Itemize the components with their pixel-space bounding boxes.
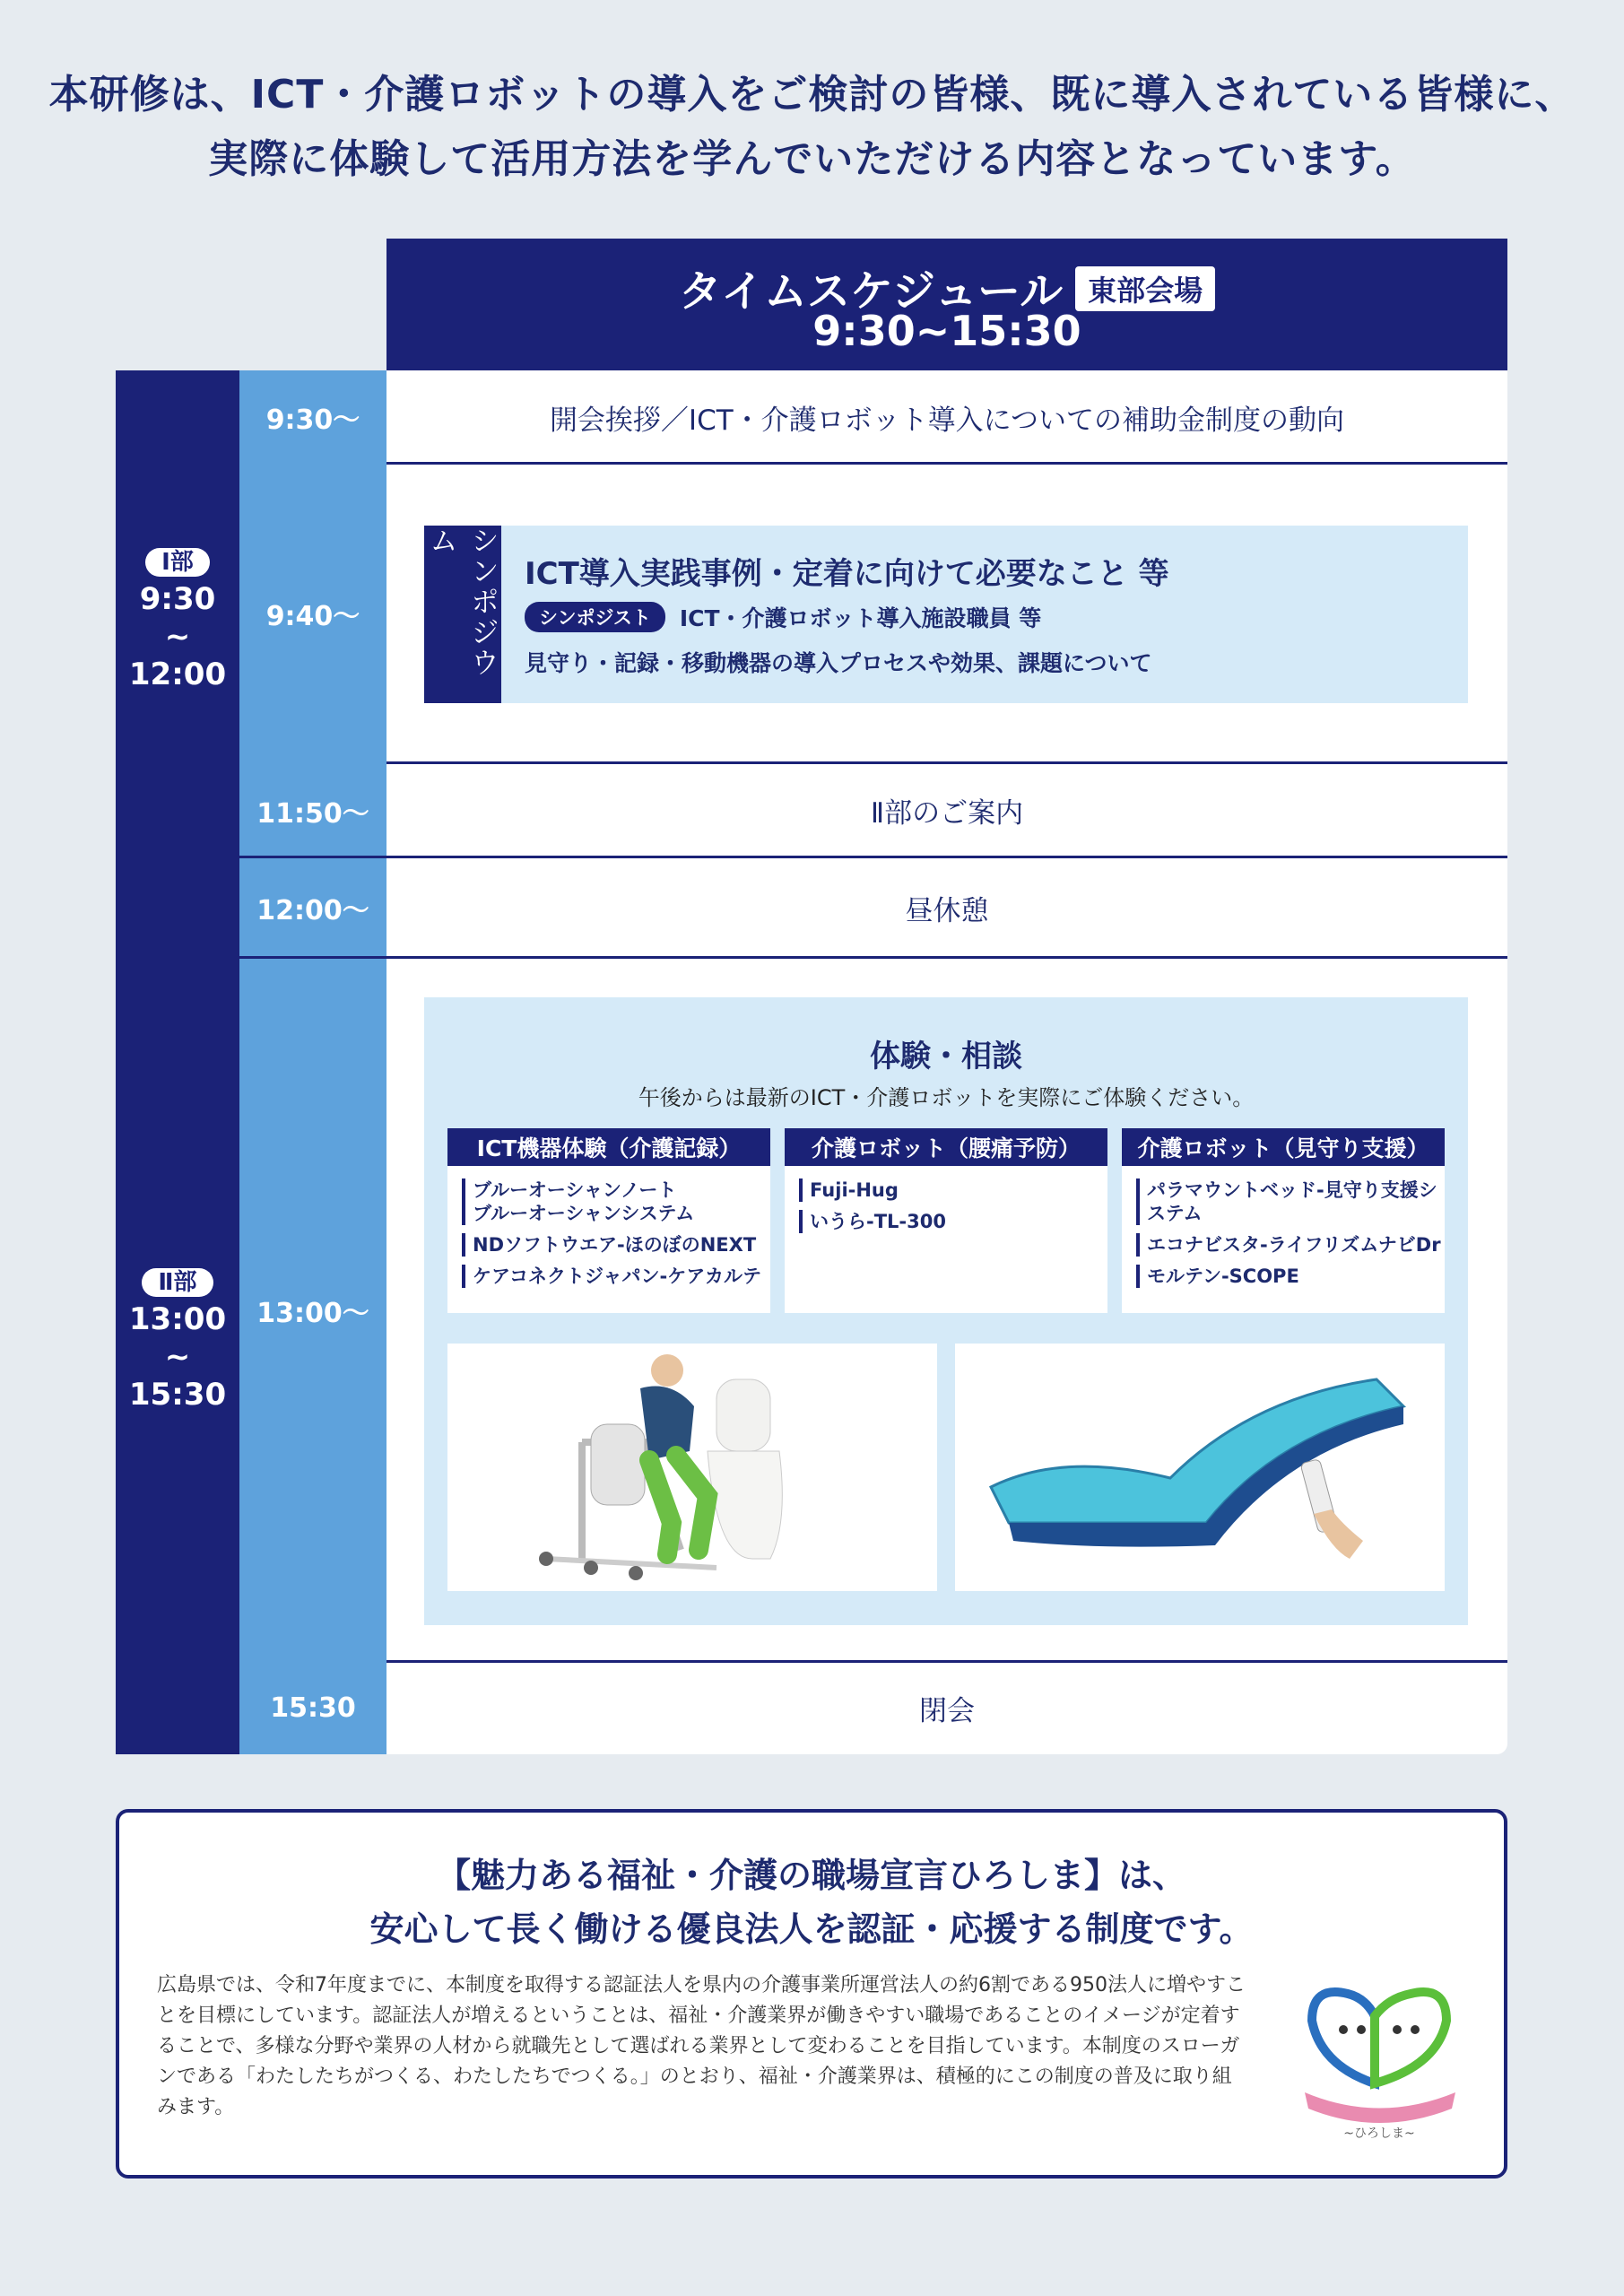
- schedule-header: [386, 239, 1507, 370]
- declaration-heading-2: 安心して長く働ける優良法人を認証・応援する制度です。: [369, 1909, 1254, 1949]
- declaration-logo: [1285, 1967, 1473, 2146]
- part-1-label: Ⅰ部: [145, 548, 210, 577]
- part-2-end: 15:30: [128, 1377, 227, 1413]
- column-header: ICT機器体験（介護記録）: [447, 1128, 770, 1166]
- divider: [116, 856, 1507, 858]
- symposium-tab: シンポジウム: [424, 526, 501, 703]
- schedule-title: タイムスケジュール: [678, 266, 1064, 317]
- time-schedule: [116, 239, 1507, 1754]
- part-2-label: Ⅱ部: [142, 1268, 213, 1297]
- divider: [116, 956, 1507, 959]
- part-2-start: 13:00: [128, 1301, 227, 1337]
- list-item: ケアコネクトジャパン-ケアカルテ: [462, 1265, 770, 1288]
- declaration-box: [116, 1809, 1507, 2179]
- experience-title: 体験・相談: [870, 1039, 1022, 1074]
- list-item: ブルーオーシャンノート ブルーオーシャンシステム: [462, 1178, 770, 1225]
- column-header: 介護ロボット（見守り支援）: [1122, 1128, 1445, 1166]
- schedule-item: 開会挨拶／ICT・介護ロボット導入についての補助金制度の動向: [386, 370, 1507, 464]
- list-item: いうら-TL-300: [799, 1210, 1107, 1233]
- time-slot: 9:40〜: [239, 464, 386, 763]
- divider: [386, 761, 1507, 764]
- divider: [386, 1660, 1507, 1663]
- experience-box: [424, 997, 1468, 1625]
- lunch-part-block: [116, 857, 239, 958]
- declaration-heading-1: 【魅力ある福祉・介護の職場宣言ひろしま】は、: [436, 1856, 1186, 1895]
- schedule-hours: 9:30~15:30: [812, 307, 1081, 355]
- time-slot: 9:30〜: [239, 370, 386, 464]
- list-item: モルテン-SCOPE: [1136, 1265, 1445, 1288]
- symposium-title: ICT導入実践事例・定着に向けて必要なこと 等: [525, 556, 1169, 592]
- part-2-block: [116, 958, 239, 1754]
- list-item: Fuji-Hug: [799, 1178, 1107, 1202]
- time-slot: 13:00〜: [239, 958, 386, 1662]
- list-item: NDソフトウエア-ほのぼのNEXT: [462, 1233, 770, 1257]
- part-1-start: 9:30: [139, 581, 216, 617]
- part-1-sep: ~: [164, 619, 191, 655]
- column-header: 介護ロボット（腰痛予防）: [785, 1128, 1107, 1166]
- symposium-desc: 見守り・記録・移動機器の導入プロセスや効果、課題について: [525, 650, 1152, 676]
- symposium-speakers: ICT・介護ロボット導入施設職員 等: [679, 605, 1042, 631]
- experience-column: [1122, 1128, 1445, 1313]
- declaration-body: 広島県では、令和7年度までに、本制度を取得する認証法人を県内の介護事業所運営法人の約6割である950法人に増やすことを目標にしています。認証法人が増えるということは、福祉・介護業界が働きやすい職場であることのイメージが定着することで、多様な分野や業界の人材から就職先として選ばれる業界として変わることを目指しています。本制度のスローガンである「わたしたちがつくる、わたしたちでつくる。」のとおり、福祉・介護業界は、積極的にこの制度の普及に取り組みます。: [157, 1974, 1246, 2118]
- transfer-robot-image: [447, 1344, 937, 1591]
- list-item: エコナビスタ-ライフリズムナビDr: [1136, 1233, 1445, 1257]
- time-slot: 11:50〜: [239, 763, 386, 857]
- experience-column: [447, 1128, 770, 1313]
- intro-line-1: 本研修は、ICT・介護ロボットの導入をご検討の皆様、既に導入されている皆様に、: [48, 72, 1576, 117]
- divider: [386, 462, 1507, 465]
- symposist-tag: シンポジスト: [525, 602, 665, 632]
- venue-badge: 東部会場: [1075, 266, 1215, 311]
- intro-line-2: 実際に体験して活用方法を学んでいただける内容となっています。: [208, 136, 1416, 182]
- intro-text: [0, 63, 1624, 192]
- part-2-sep: ~: [164, 1339, 191, 1375]
- time-slot: 15:30: [239, 1662, 386, 1754]
- schedule-item: Ⅱ部のご案内: [386, 763, 1507, 857]
- list-item: パラマウントベッド-見守り支援システム: [1136, 1178, 1445, 1225]
- part-1-block: [116, 370, 239, 857]
- symposium-box: [424, 526, 1468, 703]
- time-slot: 12:00〜: [239, 857, 386, 958]
- experience-column: [785, 1128, 1107, 1313]
- logo-caption: ~ひろしま~: [1343, 2126, 1415, 2141]
- part-1-end: 12:00: [128, 657, 227, 692]
- sensor-mattress-image: [955, 1344, 1445, 1591]
- schedule-item: 閉会: [386, 1662, 1507, 1754]
- schedule-item: 昼休憩: [386, 857, 1507, 958]
- experience-subtitle: 午後からは最新のICT・介護ロボットを実際にご体験ください。: [638, 1085, 1255, 1110]
